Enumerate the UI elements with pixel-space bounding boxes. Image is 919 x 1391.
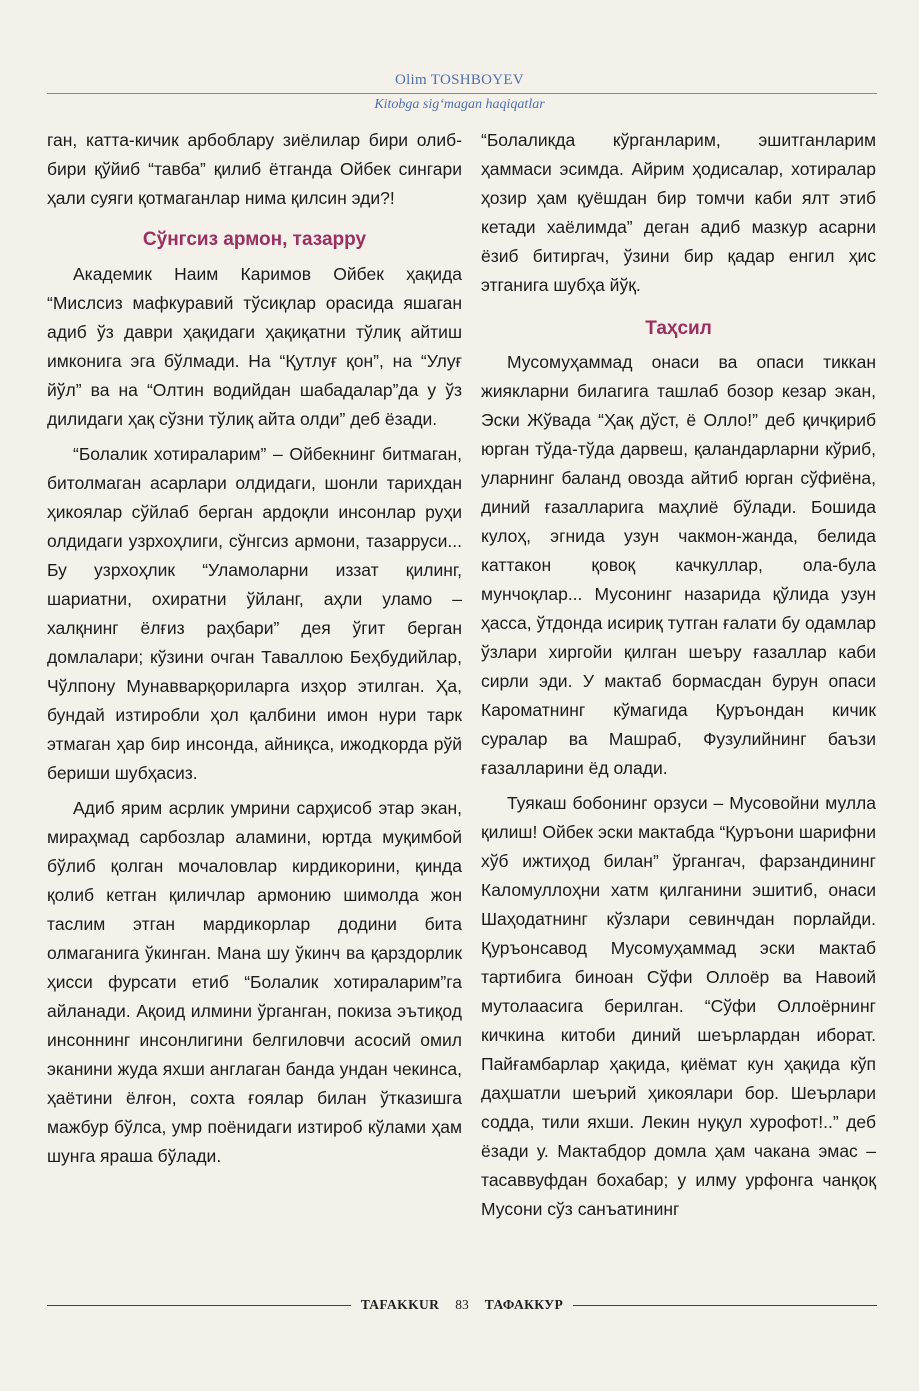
paragraph: “Болаликда кўрганларим, эшитганларим ҳаммаси эсимда. Айрим ҳодисалар, хотиралар ҳозир ҳам қуёшдан бир томчи каби ялт этиб кетади хаёлимда” деган адиб мазкур асарни ёзиб битиргач, ўзини бир қадар енгил ҳис этганига шубҳа йўқ.	[481, 130, 876, 295]
paragraph: Адиб ярим асрлик умрини сарҳисоб этар экан, мираҳмад сарбозлар аламини, юртда муқимбой бўлиб қолган мочаловлар кирдикорини, қинда қолиб кетган қиличлар армонию шимолда жон таслим этган мардикорлар додини бита олмаганига ўкинган. Мана шу ўкинч ва қарздорлик ҳисси фурсати етиб “Болалик хотираларим”га айланади. Ақоид илмини ўрганган, покиза эътиқод инсоннинг инсонлигини белгиловчи асосий омил эканини жуда яхши англаган банда ундан чекинса, ҳаётини ёлғон, сохта ғоялар билан ўтказишга мажбур бўлса, умр поёнидаги изтироб кўлами ҳам шунга яраша бўлади.	[47, 798, 462, 1166]
paragraph: Туякаш бобонинг орзуси – Мусовойни мулла қилиш! Ойбек эски мактабда “Қуръони шарифни хўб ижтиҳод билан” ўргангач, фарзандининг Каломуллоҳни хатм қилганини эшитиб, онаси Шаҳодатнинг кўзлари севинчдан порлайди. Қуръонсавод Мусомуҳаммад эски мактаб тартибига биноан Сўфи Оллоёр ва Навоий мутолаасига берилган. “Сўфи Оллоёрнинг кичкина китоби диний шеърлардан иборат. Пайғамбарлар ҳақида, қиёмат кун ҳақида кўп даҳшатли шеърий ҳикоялари бор. Шеърлари содда, тили яхши. Лекин нуқул хурофот!..” деб ёзади у. Мактабдор домла ҳам чакана эмас – тасаввуфдан бохабар; у илму урфонга чанқоқ Мусони сўз санъатининг	[481, 793, 876, 1219]
footer-journal-cyrillic: ТАФАККУР	[484, 1297, 564, 1312]
page-footer	[47, 1293, 877, 1317]
paragraph: “Болалик хотираларим” – Ойбекнинг битмаган, битолмаган асарлари олдидаги, шонли тарихдан ҳикоялар сўйлаб берган ардоқли инсонлар руҳи олдидаги узрхоҳлиги, сўнгсиз армони, тазарруси... Бу узрхоҳлик “Уламоларни иззат қилинг, шариатни, охиратни ўйланг, аҳли уламо – халқнинг ёлғиз раҳбари” дея ўгит берган домлалари; кўзини очган Таваллою Беҳбудийлар, Чўлпону Мунавварқориларга изҳор этилган. Ҳа, бундай изтиробли ҳол қалбини имон нури тарк этмаган ҳар бир инсонда, айниқса, ижодкорда рўй бериши шубҳасиз.	[47, 444, 462, 783]
header-book-title: Kitobga sig‘magan haqiqatlar	[374, 97, 545, 112]
footer-rule-right	[573, 1305, 877, 1306]
footer-rule-left	[47, 1305, 351, 1306]
section-heading: Таҳсил	[645, 318, 712, 339]
section-heading: Сўнгсиз армон, тазарру	[142, 229, 367, 250]
page-number: 83	[455, 1297, 469, 1312]
right-column	[481, 126, 876, 1230]
paragraph: ган, катта-кичик арбоблару зиёлилар бири олиб-бири қўйиб “тавба” қилиб ётганда Ойбек сингари ҳали суяги қотмаганлар нима қилсин эди?!	[47, 130, 462, 208]
paragraph: Мусомуҳаммад онаси ва опаси тиккан жиякларни билагига ташлаб бозор кезар экан, Эски Жўвада “Ҳақ дўст, ё Олло!” деб қичқириб юрган тўда-тўда дарвеш, қаландарларни кўриб, уларнинг баланд овозда айтиб юрган сўфиёна, диний ғазалларига маҳлиё бўлади. Бошида кулоҳ, эгнида узун чакмон-жанда, белида каттакон қовоқ качкуллар, ола-була мунчоқлар... Мусонинг назарида қўлида узун ҳасса, ўтдонда исириқ тутган ғалати бу одамлар ўзлари хиргойи қилган шеъру ғазаллар каби сирли эди. У мактаб бормасдан бурун опаси Кароматнинг кўмагида Қуръондан кичик суралар ва Машраб, Фузулийнинг баъзи ғазалларини ёд олади.	[481, 352, 876, 778]
header-author: Olim TOSHBOYEV	[394, 72, 525, 88]
header-rule	[47, 93, 877, 94]
paragraph: Академик Наим Каримов Ойбек ҳақида “Мислсиз мафкуравий тўсиқлар орасида яшаган адиб ўз даври ҳақидаги ҳақиқатни тўлиқ айтиш имконига эга бўлмади. На “Қутлуғ қон”, на “Улуғ йўл” ва на “Олтин водийдан шабадалар”да у ўз дилидаги ҳақ сўзни тўлиқ айта олди” деб ёзади.	[47, 264, 462, 429]
footer-journal-latin: TAFAKKUR	[360, 1297, 440, 1312]
left-column	[47, 126, 462, 1177]
